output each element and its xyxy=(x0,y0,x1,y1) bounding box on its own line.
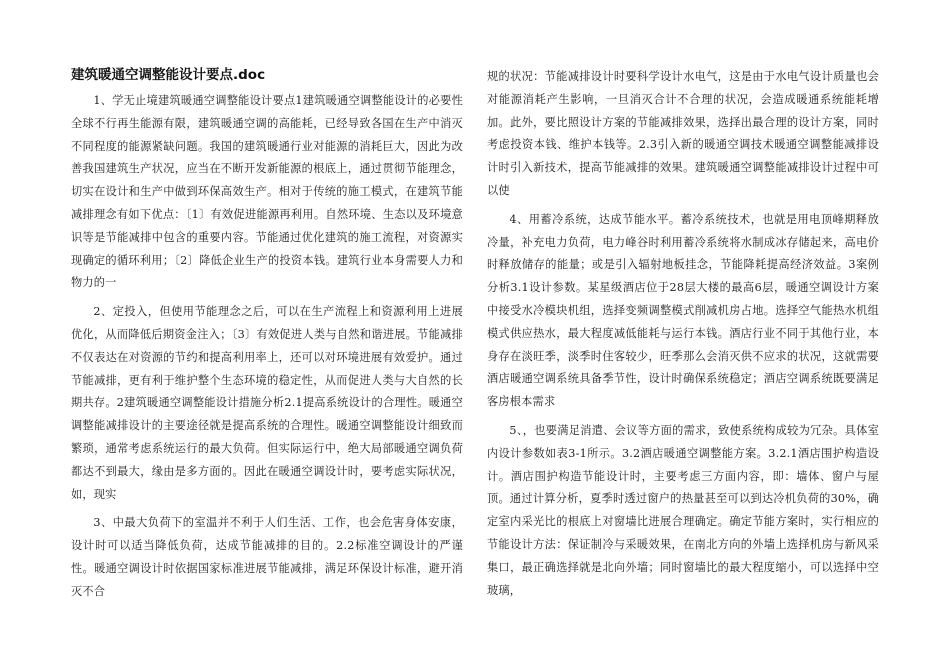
paragraph-2: 2、定投入，但使用节能理念之后，可以在生产流程上和资源利用上进展优化，从而降低后期资金注入；〔3〕有效促进人类与自然和谐进展。节能减排不仅表达在对资源的节约和提高利用率上，还可以对环境进展有效爱护。通过节能减排，更有利于维护整个生态环境的稳定性，从而促进人类与大自然的长期共存。2建筑暖通空调整能设计措施分析2.1提高系统设计的合理性。暖通空调整能减排设计的主要途径就是提高系统的合理性。暖通空调整能设计细致而繁琐，通常考虑系统运行的最大负荷。但实际运行中，绝大局部暖通空调负荷都达不到最大，缘由是多方面的。因此在暖通空调设计时，要考虑实际状况，如，现实 xyxy=(71,305,463,501)
paragraph-1: 1、学无止境建筑暖通空调整能设计要点1建筑暖通空调整能设计的必要性全球不行再生能源有限，建筑暖通空调的高能耗，已经导致各国在生产中消灭不同程度的能源紧缺问题。我国的建筑暖通行业对能源的消耗巨大，因此为改善我国建筑生产状况，应当在不断开发新能源的根底上，通过贯彻节能理念，切实在设计和生产中做到环保高效生产。相对于传统的施工模式，在建筑节能减排理念有如下优点：〔1〕有效促进能源再利用。自然环境、生态以及环境意识等是节能减排中包含的重要内容。节能通过优化建筑的施工流程，对资源实现确定的循环利用；〔2〕降低企业生产的投资本钱。建筑行业本身需要人力和物力的一 xyxy=(71,94,463,290)
document-title: 建筑暖通空调整能设计要点.doc xyxy=(71,67,266,83)
paragraph-4: 4、用蓄冷系统，达成节能水平。蓄冷系统技术，也就是用电顶峰期释放冷量，补充电力负荷，电力峰谷时利用蓄冷系统将水制成冰存储起来，高电价时释放储存的能量；或是引入辐射地板挂念，节能降耗提高经济效益。3案例分析3.1设计参数。某星级酒店位于28层大楼的最高6层，暖通空调设计方案中接受水冷模块机组，选择变频调整模式削减机房占地。选择空气能热水机组模式供应热水，最大程度减低能耗与运行本钱。酒店行业不同于其他行业，本身存在淡旺季，淡季时住客较少，旺季那么会消灭供不应求的状况，这就需要酒店暖通空调系统具备季节性，设计时确保系统稳定；酒店空调系统既要满足客房根本需求 xyxy=(487,212,879,409)
paragraph-3: 3、中最大负荷下的室温并不利于人们生活、工作，也会危害身体安康，设计时可以适当降低负荷，达成节能减排的目的。2.2标准空调设计的严谨性。暖通空调设计时依据国家标准进展节能减排，满足环保设计标准，避开消灭不合 xyxy=(71,516,463,598)
paragraph-5: 5、，也要满足消遣、会议等方面的需求，致使系统构成较为冗杂。具体室内设计参数如表3-1所示。3.2酒店暖通空调整能方案。3.2.1酒店围护构造设计。酒店围护构造节能设计时，主要考虑三方面内容，即：墙体、窗户与屋顶。通过计算分析，夏季时透过窗户的热量甚至可以到达冷机负荷的30%，确定室内采光比的根底上对窗墙比进展合理确定。确定节能方案时，实行相应的节能设计方法：保证制冷与采暖效果，在南北方向的外墙上选择机房与新风采集口，最正确选择就是北向外墙；同时窗墙比的最大程度缩小，可以选择中空玻璃， xyxy=(487,423,879,597)
paragraph-3-continued: 规的状况：节能减排设计时要科学设计水电气，这是由于水电气设计质量也会对能源消耗产生影响，一旦消灭合计不合理的状况，会造成暖通系统能耗增加。此外，要比照设计方案的节能减排效果，选择出最合理的设计方案，同时考虑投资本钱、维护本钱等。2.3引入新的暖通空调技术暖通空调整能减排设计时引入新技术，提高节能减排的效果。建筑暖通空调整能减排设计过程中可以使 xyxy=(487,70,879,197)
left-column xyxy=(71,66,463,666)
right-column xyxy=(487,66,879,666)
